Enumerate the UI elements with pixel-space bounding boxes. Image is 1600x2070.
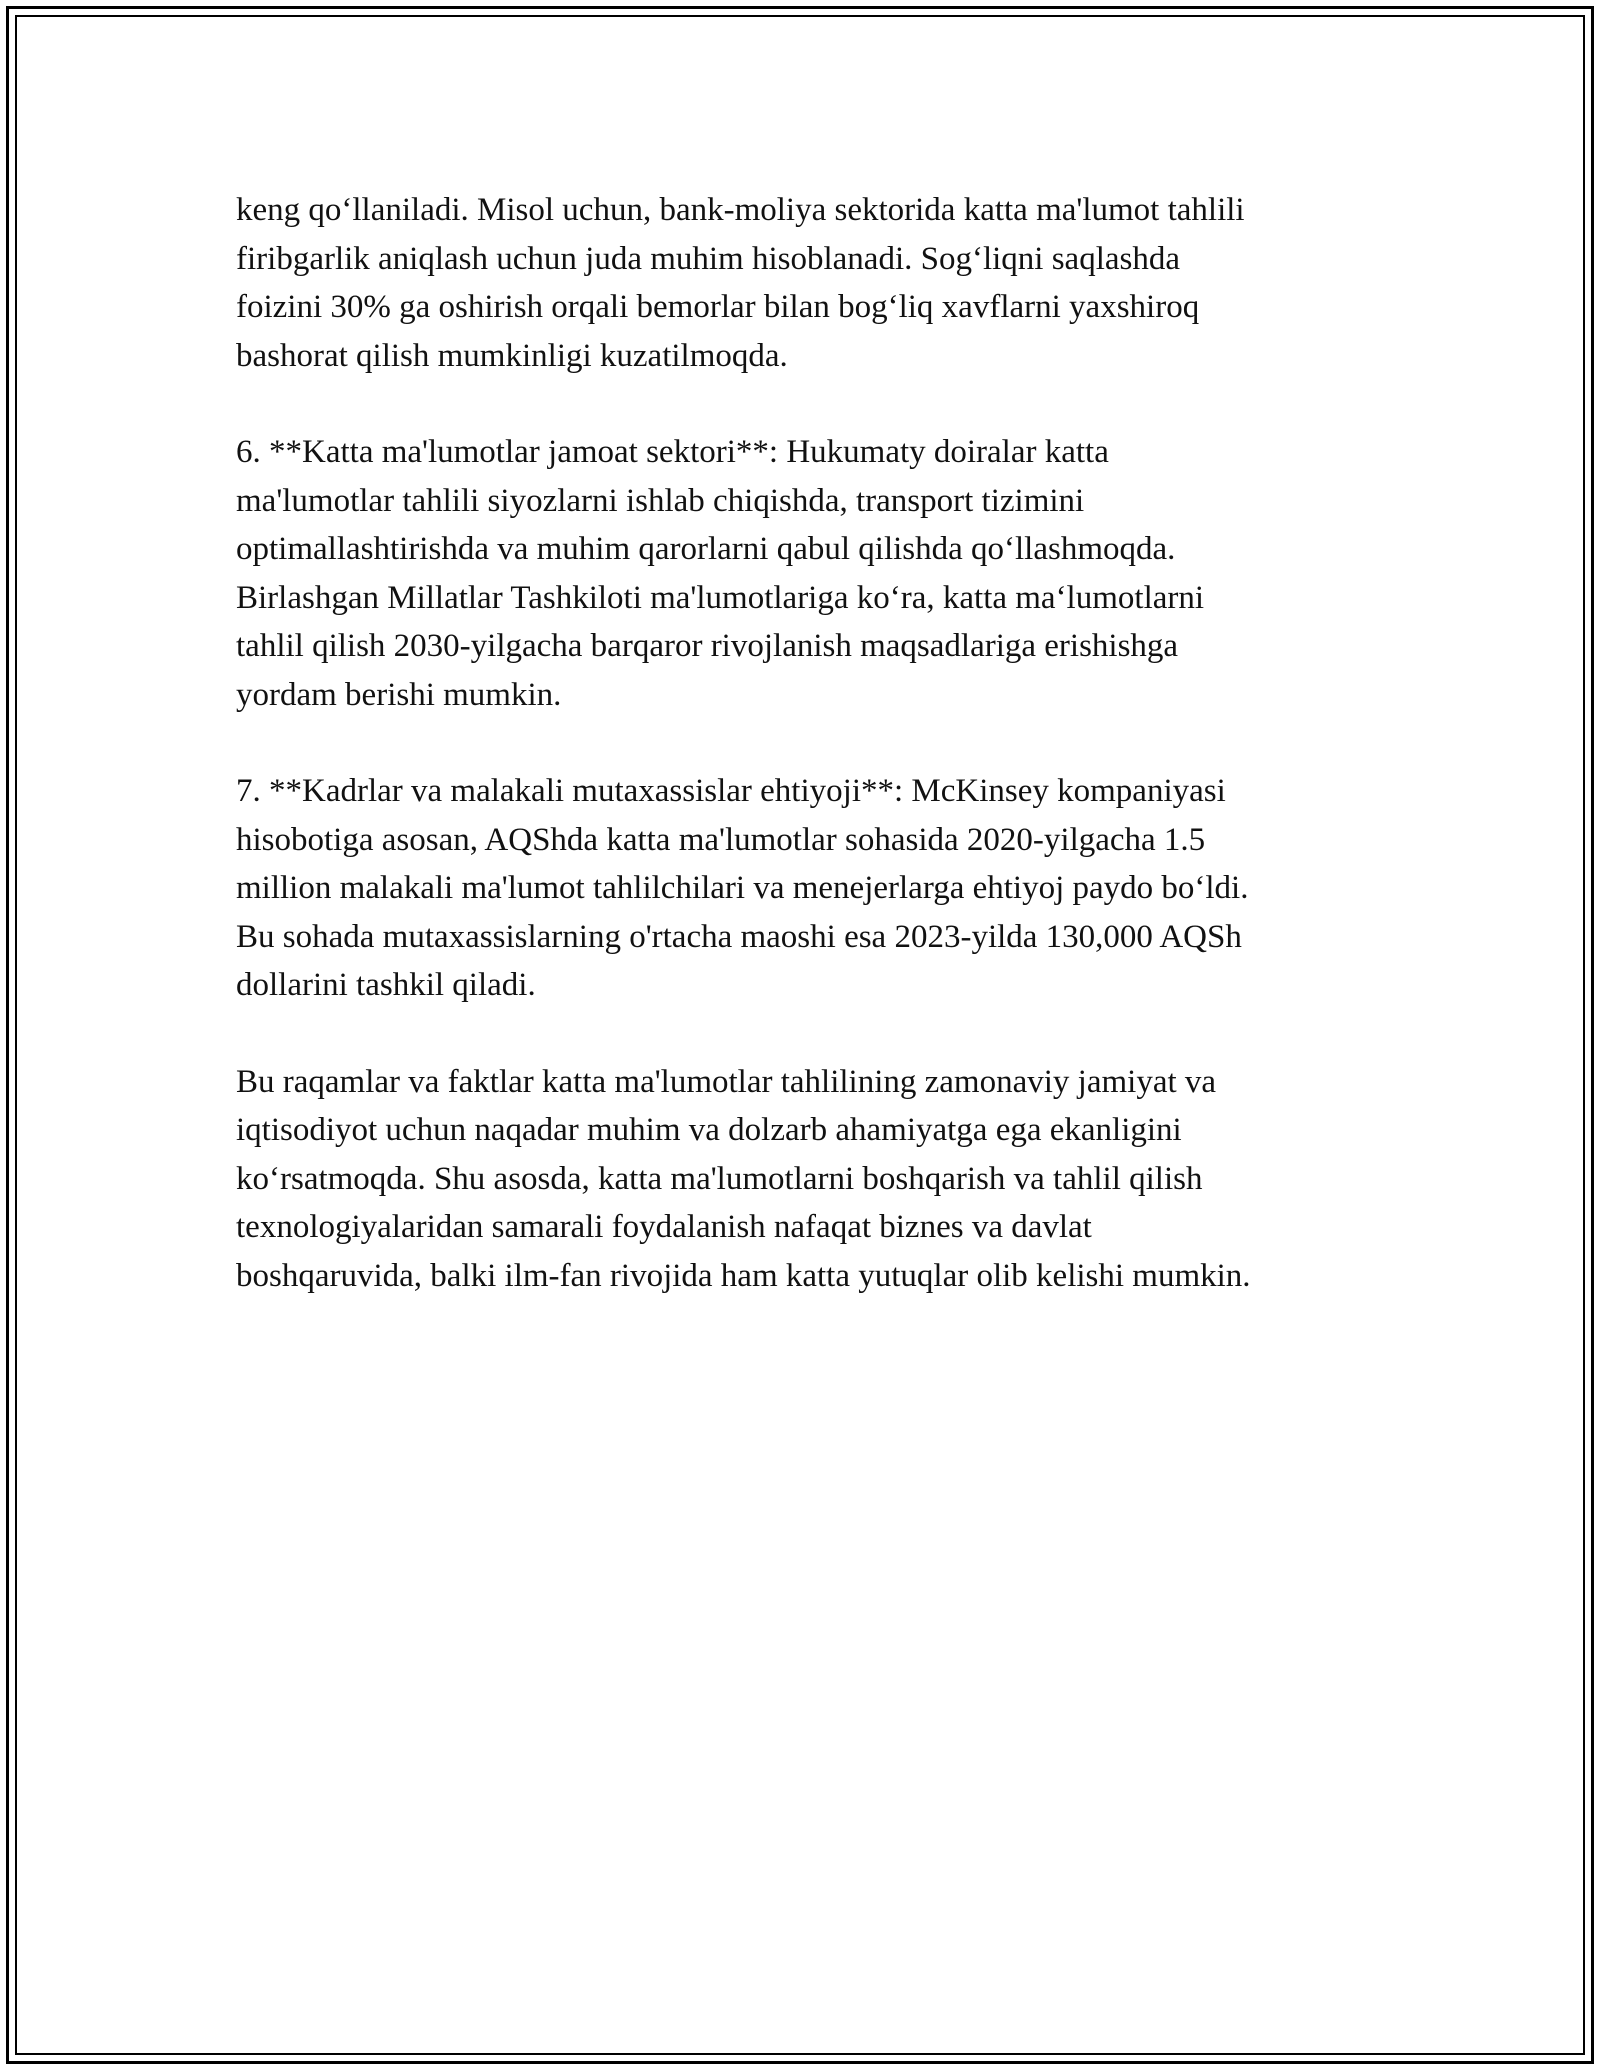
text-line: boshqaruvida, balki ilm-fan rivojida ham katta yutuqlar olib kelishi mumkin.: [236, 1257, 1251, 1294]
text-line: dollarini tashkil qiladi.: [236, 967, 536, 1003]
text-line: bashorat qilish mumkinligi kuzatilmoqda.: [236, 337, 788, 374]
text-line: 7. **Kadrlar va malakali mutaxassislar ehtiyoji**: McKinsey kompaniyasi: [236, 773, 1226, 809]
text-line: ko‘rsatmoqda. Shu asosda, katta ma'lumotlarni boshqarish va tahlil qilish: [236, 1160, 1203, 1197]
text-line: optimallashtirishda va muhim qarorlarni qabul qilishda qo‘llashmoqda.: [236, 531, 1176, 567]
text-line: yordam berishi mumkin.: [236, 676, 562, 713]
text-line: ma'lumotlar tahlili siyozlarni ishlab chiqishda, transport tizimini: [236, 482, 1085, 519]
paragraph-item-7: [236, 767, 1376, 1010]
paragraph-intro-continuation: [236, 186, 1376, 380]
text-line: million malakali ma'lumot tahlilchilari va menejerlarga ehtiyoj paydo bo‘ldi.: [236, 870, 1249, 906]
text-line: keng qo‘llaniladi. Misol uchun, bank-moliya sektorida katta ma'lumot tahlili: [236, 192, 1245, 228]
text-line: foizini 30% ga oshirish orqali bemorlar bilan bog‘liq xavflarni yaxshiroq: [236, 289, 1200, 325]
document-body: [236, 186, 1376, 1348]
paragraph-item-6: [236, 428, 1376, 719]
text-line: Birlashgan Millatlar Tashkiloti ma'lumotlariga ko‘ra, katta ma‘lumotlarni: [236, 579, 1205, 616]
text-line: hisobotiga asosan, AQShda katta ma'lumotlar sohasida 2020-yilgacha 1.5: [236, 821, 1206, 858]
text-line: Bu raqamlar va faktlar katta ma'lumotlar tahlilining zamonaviy jamiyat va: [236, 1063, 1217, 1100]
paragraph-conclusion: [236, 1058, 1376, 1301]
text-line: firibgarlik aniqlash uchun juda muhim hisoblanadi. Sog‘liqni saqlashda: [236, 240, 1181, 277]
text-line: texnologiyalaridan samarali foydalanish nafaqat biznes va davlat: [236, 1209, 1092, 1245]
text-line: tahlil qilish 2030-yilgacha barqaror rivojlanish maqsadlariga erishishga: [236, 628, 1179, 664]
text-line: iqtisodiyot uchun naqadar muhim va dolzarb ahamiyatga ega ekanligini: [236, 1112, 1182, 1148]
text-line: Bu sohada mutaxassislarning o'rtacha maoshi esa 2023-yilda 130,000 AQSh: [236, 918, 1242, 955]
text-line: 6. **Katta ma'lumotlar jamoat sektori**: Hukumaty doiralar katta: [236, 434, 1109, 470]
